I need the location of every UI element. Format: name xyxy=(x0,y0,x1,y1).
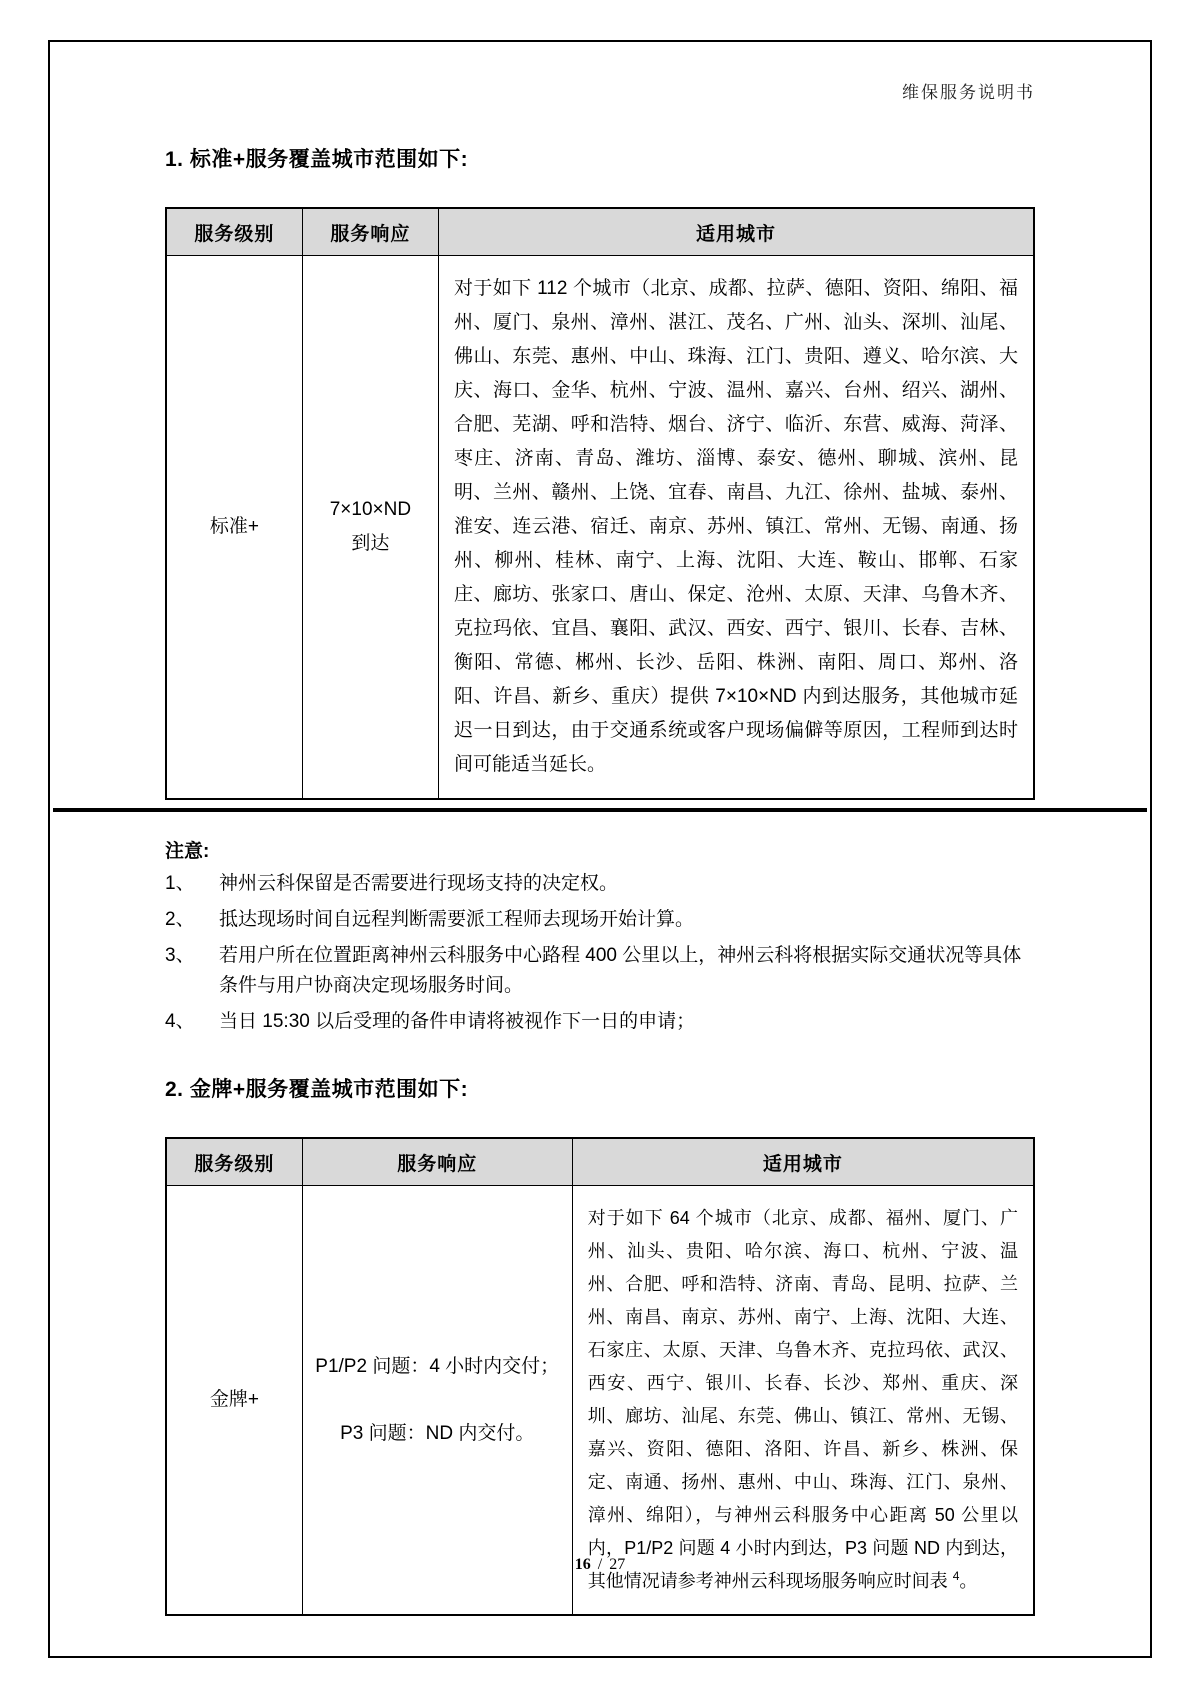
notes-section xyxy=(165,836,1035,1037)
response-p3: P3 问题：ND 内交付。 xyxy=(340,1422,535,1444)
col-header-service-level: 服务级别 xyxy=(166,1138,302,1186)
applicable-cities-cell xyxy=(572,1186,1034,1616)
note-number: 3、 xyxy=(165,945,195,966)
applicable-cities-cell: 对于如下 112 个城市（北京、成都、拉萨、德阳、资阳、绵阳、福州、厦门、泉州、漳州、湛江、茂名、广州、汕头、深圳、汕尾、佛山、东莞、惠州、中山、珠海、江门、贵阳、遵义、哈尔滨、大庆、海口、金华、杭州、宁波、温州、嘉兴、台州、绍兴、湖州、合肥、芜湖、呼和浩特、烟台、济宁、临沂、东营、威海、菏泽、枣庄、济南、青岛、潍坊、淄博、泰安、德州、聊城、滨州、昆明、兰州、赣州、上饶、宜春、南昌、九江、徐州、盐城、泰州、淮安、连云港、宿迁、南京、苏州、镇江、常州、无锡、南通、扬州、柳州、桂林、南宁、上海、沈阳、大连、鞍山、邯郸、石家庄、廊坊、张家口、唐山、保定、沧州、太原、天津、乌鲁木齐、克拉玛依、宜昌、襄阳、武汉、西安、西宁、银川、长春、吉林、衡阳、常德、郴州、长沙、岳阳、株洲、南阳、周口、郑州、洛阳、许昌、新乡、重庆）提供 7×10×ND 内到达服务，其他城市延迟一日到达，由于交通系统或客户现场偏僻等原因，工程师到达时间可能适当延长。 xyxy=(439,256,1034,800)
note-number: 1、 xyxy=(165,873,195,894)
col-header-applicable-cities: 适用城市 xyxy=(439,208,1034,256)
col-header-service-response: 服务响应 xyxy=(302,1138,572,1186)
section2-title: 2. 金牌+服务覆盖城市范围如下: xyxy=(165,1078,469,1101)
table-row xyxy=(166,256,1034,800)
note-text: 抵达现场时间自远程判断需要派工程师去现场开始计算。 xyxy=(219,909,695,930)
table-header-row xyxy=(166,208,1034,256)
response-line-1: 7×10×ND xyxy=(329,499,412,520)
service-level-cell: 标准+ xyxy=(166,256,302,800)
page-number-total: 27 xyxy=(609,1556,626,1573)
table-row xyxy=(166,1186,1034,1616)
gold-plus-table xyxy=(165,1137,1035,1616)
note-number: 2、 xyxy=(165,909,195,930)
page-content xyxy=(165,78,1035,1616)
note-number: 4、 xyxy=(165,1011,195,1032)
service-level-cell: 金牌+ xyxy=(166,1186,302,1616)
standard-plus-table xyxy=(165,207,1035,800)
page-number-current: 16 xyxy=(574,1556,591,1573)
col-header-applicable-cities: 适用城市 xyxy=(572,1138,1034,1186)
response-p1-p2: P1/P2 问题：4 小时内交付； xyxy=(315,1355,560,1377)
notes-title: 注意: xyxy=(165,841,210,862)
horizontal-rule xyxy=(53,808,1147,812)
page-number xyxy=(0,1556,1200,1574)
service-response-cell xyxy=(302,256,438,800)
col-header-service-level: 服务级别 xyxy=(166,208,302,256)
note-text: 当日 15:30 以后受理的备件申请将被视作下一日的申请； xyxy=(219,1011,696,1032)
cities-text: 对于如下 64 个城市（北京、成都、福州、厦门、广州、汕头、贵阳、哈尔滨、海口、杭州、宁波、温州、合肥、呼和浩特、济南、青岛、昆明、拉萨、兰州、南昌、南京、苏州、南宁、上海、沈阳、大连、石家庄、太原、天津、乌鲁木齐、克拉玛依、武汉、西安、西宁、银川、长春、长沙、郑州、重庆、深圳、廊坊、汕尾、东莞、佛山、镇江、常州、无锡、嘉兴、资阳、德阳、洛阳、许昌、新乡、株洲、保定、南通、扬州、惠州、中山、珠海、江门、泉州、漳州、绵阳），与神州云科服务中心距离 50 公里以内，P1/P2 问题 4 小时内到达，P3 问题 ND 内到达，其他情况请参考神州云科现场服务响应时间表 xyxy=(587,1208,1018,1591)
note-item-1 xyxy=(165,869,1035,899)
table-header-row xyxy=(166,1138,1034,1186)
note-text: 神州云科保留是否需要进行现场支持的决定权。 xyxy=(219,873,619,894)
sentence-end: 。 xyxy=(959,1571,978,1591)
service-response-cell xyxy=(302,1186,572,1616)
response-line-2: 到达 xyxy=(351,533,390,554)
document-header-title: 维保服务说明书 xyxy=(902,83,1035,102)
note-item-4 xyxy=(165,1007,1035,1037)
footnote-ref: 4 xyxy=(952,1569,960,1583)
page-number-separator: / xyxy=(597,1556,603,1573)
section1-title: 1. 标准+服务覆盖城市范围如下: xyxy=(165,148,469,171)
note-item-2 xyxy=(165,905,1035,935)
col-header-service-response: 服务响应 xyxy=(302,208,438,256)
note-item-3 xyxy=(165,941,1035,1001)
note-text: 若用户所在位置距离神州云科服务中心路程 400 公里以上，神州云科将根据实际交通状况等具体条件与用户协商决定现场服务时间。 xyxy=(219,945,1022,996)
